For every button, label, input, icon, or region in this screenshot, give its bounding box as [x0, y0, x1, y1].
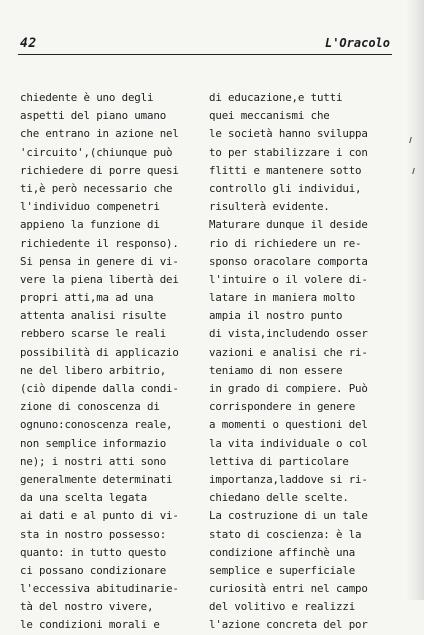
text-line: corrispondere in genere [209, 400, 356, 414]
text-line: richiedere di porre quesi [20, 163, 179, 177]
text-line: l'azione concreta del por [209, 618, 368, 632]
text-line: risulterà evidente. [209, 200, 330, 214]
text-line: in grado di compiere. Può [209, 382, 368, 395]
text-line: vazioni e analisi che ri- [209, 345, 368, 359]
text-line: l'eccessiva abitudinarie- [20, 582, 179, 596]
text-line: chiedente è uno degli [20, 91, 154, 104]
text-line: ampia il nostro punto [209, 309, 343, 323]
text-line: to per stabilizzare i con [209, 145, 368, 159]
text-line: di vista,includendo osser [209, 327, 368, 341]
text-line: ai dati e al punto di vi- [20, 509, 179, 523]
text-line: l'intuire o il volere di- [209, 272, 368, 286]
text-line: del volitivo e realizzi [209, 600, 356, 614]
text-line: teniamo di non essere [209, 363, 343, 377]
text-line: non semplice informazio [20, 436, 167, 450]
text-line: aspetti del piano umano [20, 109, 167, 123]
page-number: 42 [20, 36, 37, 51]
header-rule [18, 54, 392, 55]
text-line: 'circuito',(chiunque può [20, 145, 173, 159]
text-line: stato di coscienza: è la [209, 527, 362, 541]
text-line: a momenti o questioni del [209, 418, 368, 432]
text-line: lettiva di particolare [209, 454, 349, 468]
text-line: attenta analisi risulte [20, 309, 167, 323]
text-line: ognuno:conoscenza reale, [20, 418, 173, 432]
margin-tick [412, 168, 418, 174]
text-line: latare in maniera molto [209, 291, 356, 305]
journal-title: L'Oracolo [324, 36, 390, 50]
text-line: semplice e superficiale [209, 563, 356, 577]
margin-tick [409, 137, 415, 143]
text-line: ne del libero arbitrio, [20, 363, 167, 377]
text-line: (ciò dipende dalla condi- [20, 382, 179, 395]
text-line: le società hanno sviluppa [209, 127, 368, 141]
text-line: zione di conoscenza di [20, 400, 160, 414]
text-line: La costruzione di un tale [209, 509, 368, 523]
text-line: ci possano condizionare [20, 563, 167, 577]
text-line: ne); i nostri atti sono [20, 454, 167, 468]
text-line: vere la piena libertà dei [20, 272, 179, 286]
text-line: condizione affinchè una [209, 545, 356, 559]
text-line: quanto: in tutto questo [20, 545, 167, 559]
text-line: da una scelta legata [20, 491, 148, 505]
text-line: possibilità di applicazio [20, 345, 179, 359]
text-line: curiosità entri nel campo [209, 582, 368, 596]
text-line: di educazione,e tutti [209, 91, 343, 104]
text-line: flitti e mantenere sotto [209, 163, 362, 177]
text-line: chiedano delle scelte. [209, 491, 349, 505]
text-line: richiedente il responso). [20, 236, 179, 250]
text-line: importanza,laddove si ri- [209, 472, 368, 486]
text-line: quei meccanismi che [209, 109, 330, 123]
text-line: rio di richiedere un re- [209, 236, 362, 250]
text-line: controllo gli individui, [209, 181, 362, 195]
text-line: sta in nostro possesso: [20, 527, 167, 541]
text-line: Si pensa in genere di vi- [20, 254, 179, 268]
text-line: generalmente determinati [20, 472, 173, 486]
text-line: tà del nostro vivere, [20, 600, 154, 614]
text-line: appieno la funzione di [20, 218, 160, 232]
text-line: rebbero scarse le reali [20, 327, 167, 341]
left-column [20, 89, 200, 635]
text-line: che entrano in azione nel [20, 127, 179, 141]
text-line: ti,è però necessario che [20, 181, 173, 195]
text-line: propri atti,ma ad una [20, 291, 154, 305]
right-column [209, 89, 391, 635]
page-header [0, 36, 424, 56]
text-line: le condizioni morali e [20, 618, 160, 632]
text-line: la vita individuale o col [209, 436, 368, 450]
text-line: sponso oracolare comporta [209, 254, 368, 268]
margin-marks [406, 135, 422, 195]
page-edge-shadow [406, 0, 424, 600]
text-line: l'individuo compenetri [20, 200, 160, 214]
text-line: Maturare dunque il deside [209, 218, 368, 232]
